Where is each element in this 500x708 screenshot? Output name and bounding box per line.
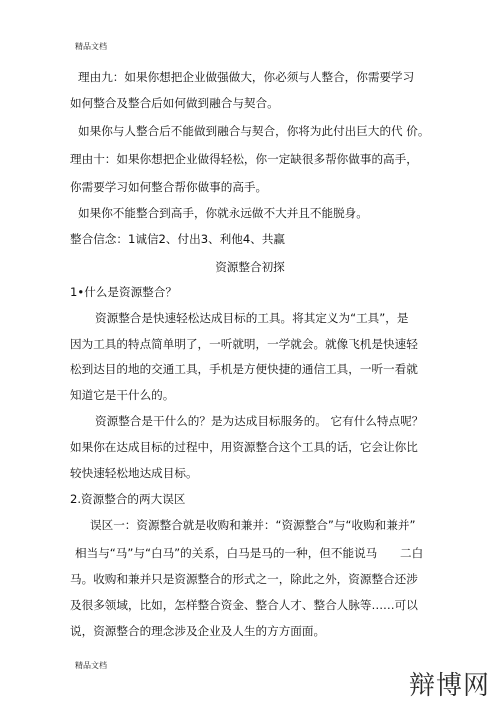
text-line: 资源整合是快速轻松达成目标的工具。将其定义为“工具”，是 (95, 311, 409, 325)
section-title: 资源整合初探 (215, 260, 285, 274)
text-line: 理由九：如果你想把企业做强做大，你必须与人整合，你需要学习 (78, 70, 415, 84)
section-heading: 2.资源整合的两大误区 (70, 492, 186, 506)
text-line: 你需要学习如何整合帮你做事的高手。 (70, 180, 268, 194)
text-line: 如果你不能整合到高手，你就永远做不大并且不能脱身。 (78, 206, 368, 220)
text-line: 误区一：资源整合就是收购和兼并：“资源整合”与“收购和兼并” (90, 518, 416, 532)
text-line: 较快速轻松地达成目标。 (70, 466, 198, 480)
text-line: 理由十：如果你想把企业做得轻松，你一定缺很多帮你做事的高手， (70, 152, 418, 166)
text-line: 如果你与人整合后不能做到融合与契合，你将为此付出巨大的代 价。 (78, 124, 430, 138)
text-line: 二白 (400, 546, 424, 560)
text-line: 资源整合是干什么的？是为达成目标服务的。 它有什么特点呢？ (95, 414, 424, 428)
text-line: 如果你在达成目标的过程中，用资源整合这个工具的话，它会让你比 (70, 440, 418, 454)
text-line: 相当与“马”与“白马”的关系，白马是马的一种，但不能说马 (75, 546, 378, 560)
text-line: 及很多领域，比如，怎样整合资金、整合人才、整合人脉等……可以 (70, 598, 418, 612)
text-line: 因为工具的特点简单明了，一听就明，一学就会。就像飞机是快速轻 (70, 337, 418, 351)
page-footer: 精品文档 (75, 661, 107, 670)
text-line: 马。收购和兼并只是资源整合的形式之一，除此之外，资源整合还涉 (70, 572, 418, 586)
text-line: 整合信念：1诚信2、付出3、利他4、共赢 (70, 232, 286, 246)
section-heading: 1•什么是资源整合？ (70, 285, 177, 299)
text-line: 知道它是干什么的。 (70, 388, 175, 402)
text-line: 说，资源整合的理念涉及企业及人生的方方面面。 (70, 624, 326, 638)
text-line: 如何整合及整合后如何做到融合与契合。 (70, 96, 279, 110)
watermark-logo: 辩博网 (408, 671, 490, 701)
text-line: 松到达目的地的交通工具，手机是方便快捷的通信工具，一听一看就 (70, 362, 418, 376)
page-header: 精品文档 (75, 42, 107, 51)
